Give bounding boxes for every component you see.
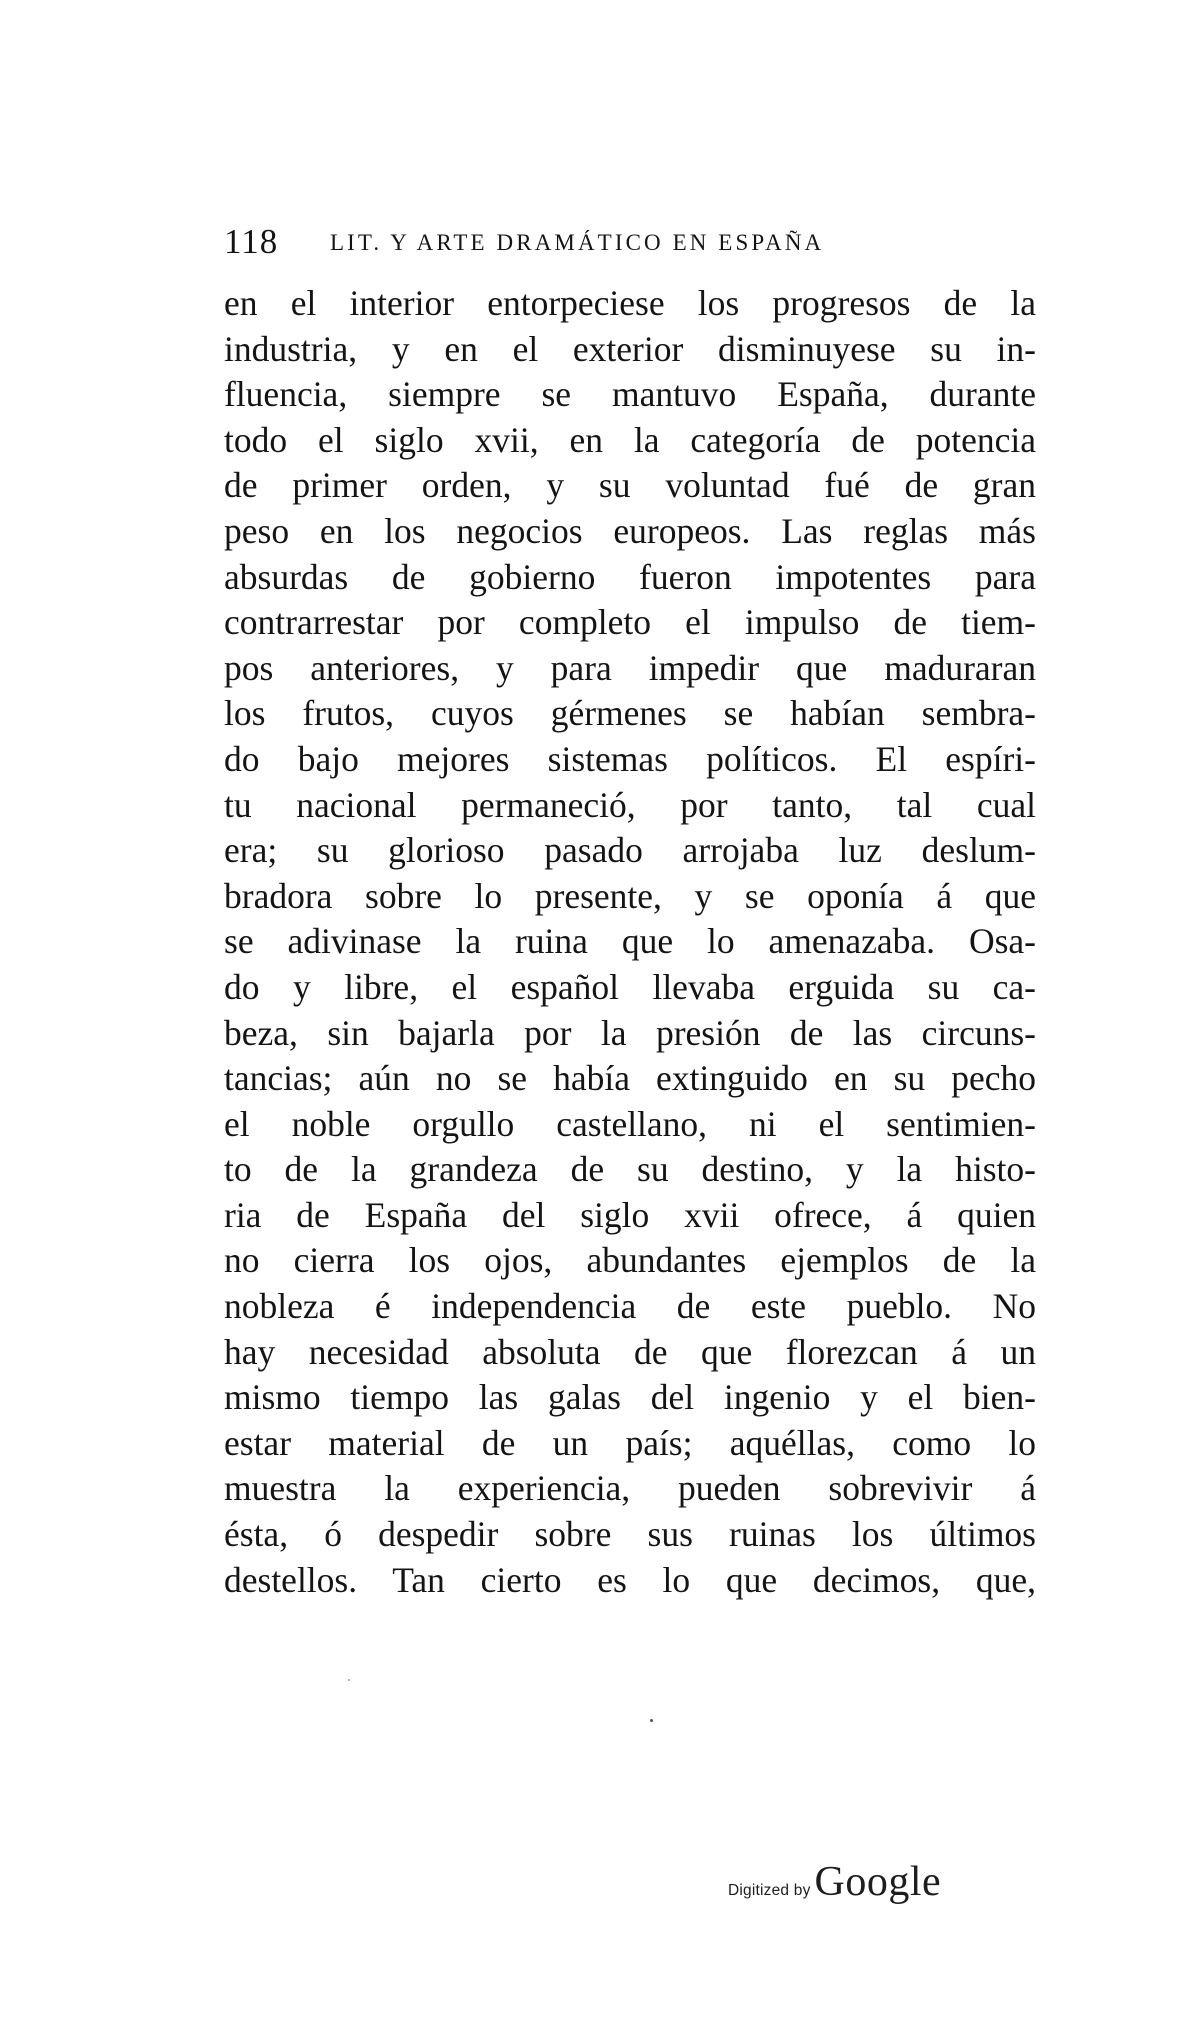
text-line: to de la grandeza de su destino, y la histo-: [224, 1149, 1036, 1190]
text-line: hay necesidad absoluta de que florezcan á un: [224, 1331, 1036, 1372]
text-line: todo el siglo xvii, en la categoría de potencia: [224, 419, 1036, 460]
text-line: pos anteriores, y para impedir que maduraran: [224, 647, 1036, 688]
text-line: era; su glorioso pasado arrojaba luz deslum-: [224, 830, 1036, 871]
text-line: se adivinase la ruina que lo amenazaba. Osa-: [224, 921, 1036, 962]
digitized-by-google-watermark: [728, 1858, 941, 1908]
text-line: do y libre, el español llevaba erguida su ca-: [224, 966, 1036, 1007]
text-line: de primer orden, y su voluntad fué de gran: [224, 465, 1036, 506]
text-line: absurdas de gobierno fueron impotentes para: [224, 556, 1036, 597]
text-line: industria, y en el exterior disminuyese su in-: [224, 328, 1036, 369]
text-line: mismo tiempo las galas del ingenio y el bien-: [224, 1377, 1036, 1418]
text-line: beza, sin bajarla por la presión de las circuns-: [224, 1012, 1036, 1053]
scan-speck: [348, 1679, 350, 1681]
text-line: muestra la experiencia, pueden sobrevivir á: [224, 1468, 1036, 1509]
scan-speck: [650, 1719, 653, 1722]
google-logo-text: Google: [814, 1859, 942, 1905]
text-line: estar material de un país; aquéllas, como lo: [224, 1422, 1036, 1463]
text-line: bradora sobre lo presente, y se oponía á que: [224, 875, 1036, 916]
page-number: 118: [224, 222, 279, 261]
text-line: el noble orgullo castellano, ni el sentimien-: [224, 1103, 1036, 1144]
text-line: en el interior entorpeciese los progresos de la: [224, 283, 1036, 323]
text-line: tancias; aún no se había extinguido en su pecho: [224, 1058, 1036, 1099]
text-line: nobleza é independencia de este pueblo. No: [224, 1286, 1036, 1327]
text-line: ésta, ó despedir sobre sus ruinas los últimos: [224, 1514, 1036, 1555]
text-line: no cierra los ojos, abundantes ejemplos de la: [224, 1240, 1036, 1281]
text-line: ria de España del siglo xvii ofrece, á quien: [224, 1194, 1036, 1235]
text-line: tu nacional permaneció, por tanto, tal cual: [224, 784, 1036, 825]
text-line: peso en los negocios europeos. Las reglas más: [224, 510, 1036, 551]
body-text: [224, 281, 1036, 1603]
watermark-prefix: Digitized by: [728, 1882, 811, 1899]
text-line: los frutos, cuyos gérmenes se habían sembra-: [224, 693, 1036, 734]
text-line: fluencia, siempre se mantuvo España, durante: [224, 374, 1036, 415]
text-line: contrarrestar por completo el impulso de tiem-: [224, 602, 1036, 643]
text-line: do bajo mejores sistemas políticos. El espíri-: [224, 738, 1036, 779]
running-head: [224, 222, 1044, 262]
text-line: destellos. Tan cierto es lo que decimos, que,: [224, 1559, 1036, 1600]
running-title: LIT. Y ARTE DRAMÁTICO EN ESPAÑA: [330, 230, 825, 255]
